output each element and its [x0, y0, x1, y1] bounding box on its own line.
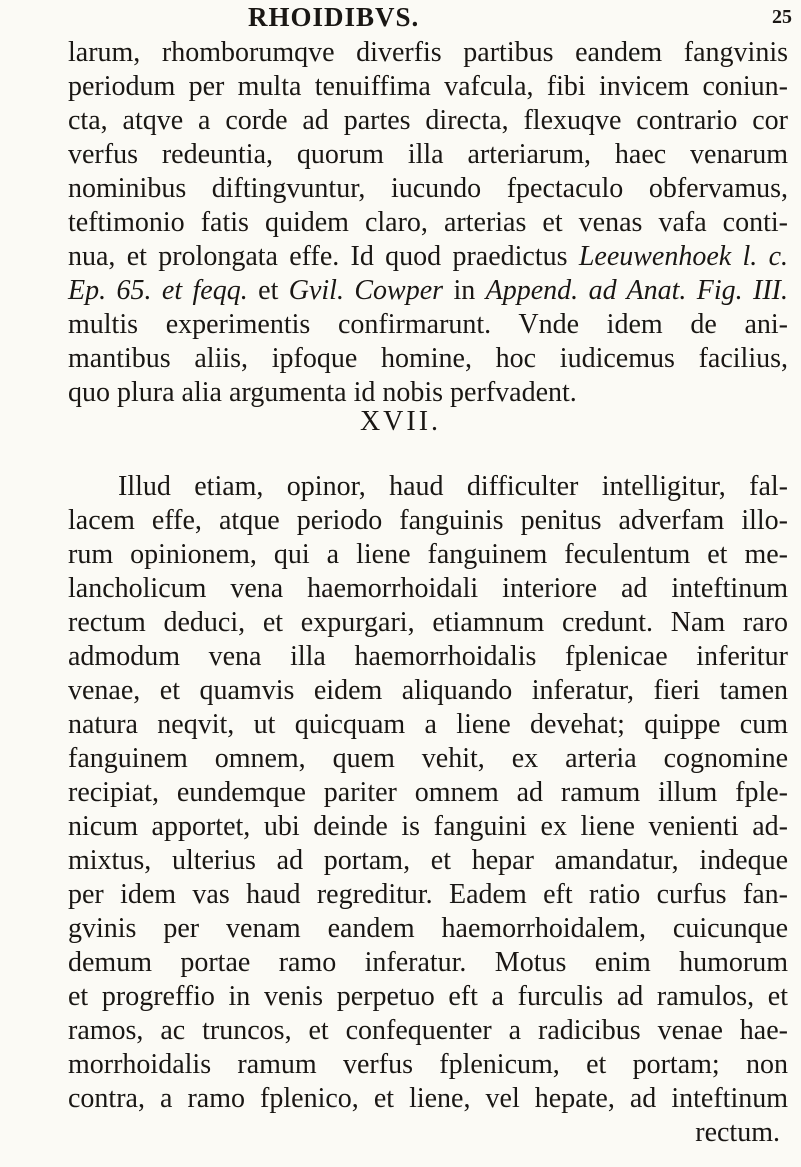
text-line: nominibus diftingvuntur, iucundo fpectaculo obfervamus, — [68, 173, 788, 204]
text-line: rectum deduci, et expurgari, etiamnum credunt. Nam raro — [68, 607, 788, 638]
text-line: quo plura alia argumenta id nobis perfvadent. — [68, 377, 577, 408]
citation-author: Leeuwenhoek l. c. — [578, 241, 788, 272]
text-line: verfus redeuntia, quorum illa arteriarum, haec venarum — [68, 139, 788, 170]
text-line: multis experimentis confirmarunt. Vnde idem de ani- — [68, 309, 788, 340]
text-line: morrhoidalis ramum verfus fplenicum, et portam; non — [68, 1049, 788, 1080]
text-line: per idem vas haud regreditur. Eadem eft ratio curfus fan- — [68, 879, 788, 910]
text-line: Illud etiam, opinor, haud difficulter intelligitur, fal- — [118, 471, 788, 502]
citation-reference: Ep. 65. et feqq. — [68, 275, 248, 306]
signature-mark: 25 — [772, 6, 792, 28]
text-segment: et — [247, 275, 289, 306]
text-line — [68, 274, 788, 308]
running-header: RHOIDIBVS. — [248, 2, 420, 32]
citation-author: Gvil. Cowper — [288, 275, 444, 306]
text-line: teftimonio fatis quidem claro, arterias et venas vafa conti- — [68, 207, 788, 238]
section-number: XVII. — [359, 406, 442, 437]
text-line: larum, rhomborumqve diverfis partibus eandem fangvinis — [68, 37, 788, 68]
text-line: ramos, ac truncos, et confequenter a radicibus venae hae- — [68, 1015, 788, 1046]
text-line: contra, a ramo fplenico, et liene, vel hepate, ad inteftinum — [68, 1083, 788, 1114]
text-line: venae, et quamvis eidem aliquando inferatur, fieri tamen — [68, 675, 788, 706]
text-line: mixtus, ulterius ad portam, et hepar amandatur, indeque — [68, 845, 788, 876]
text-line: periodum per multa tenuiffima vafcula, fibi invicem coniun- — [68, 71, 788, 102]
text-segment: in — [443, 275, 486, 306]
text-line: natura neqvit, ut quicquam a liene devehat; quippe cum — [68, 709, 788, 740]
text-line: rectum. — [695, 1117, 780, 1148]
text-line: lancholicum vena haemorrhoidali interiore ad inteftinum — [68, 573, 788, 604]
text-line: demum portae ramo inferatur. Motus enim humorum — [68, 947, 788, 978]
text-line: et progreffio in venis perpetuo eft a furculis ad ramulos, et — [68, 981, 788, 1012]
text-line: mantibus aliis, ipfoque homine, hoc iudicemus facilius, — [68, 343, 788, 374]
text-line: admodum vena illa haemorrhoidalis fplenicae inferitur — [68, 641, 788, 672]
citation-work: Append. ad Anat. Fig. III. — [485, 275, 789, 306]
text-line: gvinis per venam eandem haemorrhoidalem, cuicunque — [68, 913, 788, 944]
text-segment: nua, et prolongata effe. Id quod praedictus — [68, 241, 579, 272]
text-line: nicum apportet, ubi deinde is fanguini ex liene venienti ad- — [68, 811, 788, 842]
text-line: cta, atqve a corde ad partes directa, flexuqve contrario cor — [68, 105, 788, 136]
text-line: lacem effe, atque periodo fanguinis penitus adverfam illo- — [68, 505, 788, 536]
text-line: fanguinem omnem, quem vehit, ex arteria cognomine — [68, 743, 788, 774]
text-line: rum opinionem, qui a liene fanguinem feculentum et me- — [68, 539, 788, 570]
text-line — [68, 240, 788, 274]
text-line: recipiat, eundemque pariter omnem ad ramum illum fple- — [68, 777, 788, 808]
